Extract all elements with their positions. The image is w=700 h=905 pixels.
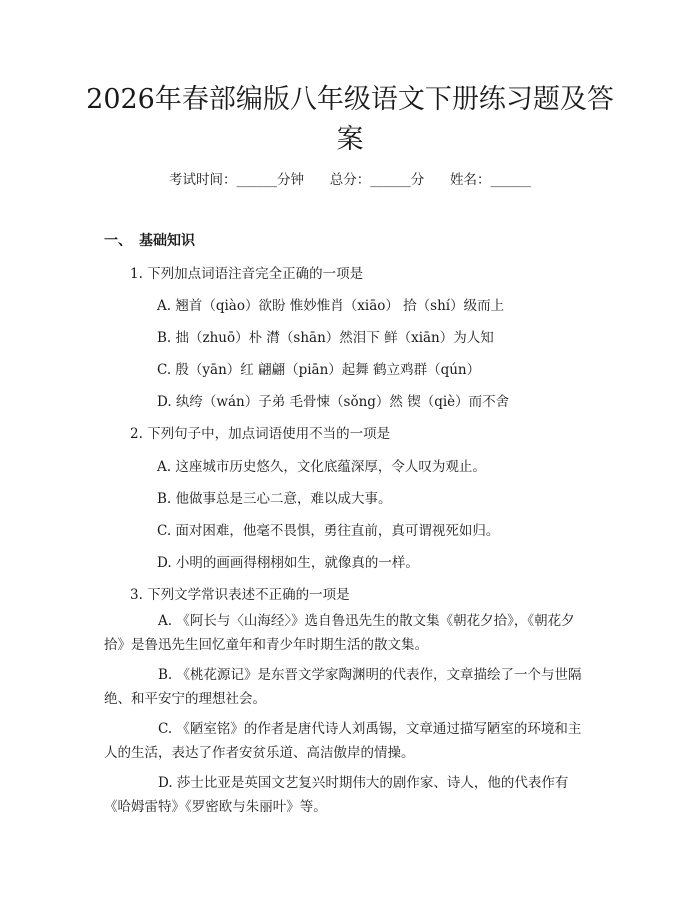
exam-info-line xyxy=(0,168,700,188)
name-label: 姓名： xyxy=(450,172,491,188)
score-label: 总分： xyxy=(329,172,371,188)
question-1-stem: 1. 下列加点词语注音完全正确的一项是 xyxy=(130,266,364,282)
page-title: 2026年春部编版八年级语文下册练习题及答案 xyxy=(86,84,614,155)
question-3-stem: 3. 下列文学常识表述不正确的一项是 xyxy=(130,587,350,603)
time-label: 考试时间： xyxy=(169,172,237,188)
question-2-option-c: C. 面对困难，他毫不畏惧，勇往直前，真可谓视死如归。 xyxy=(157,523,500,539)
name-blank: ______ xyxy=(490,172,531,188)
time-unit: 分钟 xyxy=(277,172,304,188)
score-blank: ______ xyxy=(370,172,411,188)
question-1-option-c: C. 殷（yān）红 翩翩（piān）起舞 鹤立鸡群（qún） xyxy=(157,362,481,378)
section-heading: 一、 基础知识 xyxy=(104,233,195,249)
question-1-option-b: B. 拙（zhuō）朴 潸（shān）然泪下 鲜（xiān）为人知 xyxy=(157,330,494,346)
question-3-option-b: B. 《桃花源记》是东晋文学家陶渊明的代表作，文章描绘了一个与世隔绝、和平安宁的理想社会。 xyxy=(104,667,582,707)
question-1-option-a: A. 翘首（qiào）欲盼 惟妙惟肖（xiāo） 拾（shí）级而上 xyxy=(157,298,505,314)
question-2-option-d: D. 小明的画画得栩栩如生，就像真的一样。 xyxy=(157,555,419,571)
question-3-option-d: D. 莎士比亚是英国文艺复兴时期伟大的剧作家、诗人，他的代表作有《哈姆雷特》《罗密欧与朱丽叶》等。 xyxy=(104,775,569,815)
question-3-option-a: A. 《阿长与〈山海经〉》选自鲁迅先生的散文集《朝花夕拾》，《朝花夕拾》是鲁迅先生回忆童年和青少年时期生活的散文集。 xyxy=(104,613,575,653)
question-3-option-c: C. 《陋室铭》的作者是唐代诗人刘禹锡，文章通过描写陋室的环境和主人的生活，表达了作者安贫乐道、高洁傲岸的情操。 xyxy=(104,721,582,761)
question-2-option-b: B. 他做事总是三心二意，难以成大事。 xyxy=(157,491,392,507)
score-unit: 分 xyxy=(410,172,425,188)
question-2-option-a: A. 这座城市历史悠久，文化底蕴深厚，令人叹为观止。 xyxy=(157,459,486,475)
question-2-stem: 2. 下列句子中，加点词语使用不当的一项是 xyxy=(130,426,391,442)
time-blank: ______ xyxy=(236,172,277,188)
question-1-option-d: D. 纨绔（wán）子弟 毛骨悚（sǒng）然 锲（qiè）而不舍 xyxy=(157,394,510,410)
